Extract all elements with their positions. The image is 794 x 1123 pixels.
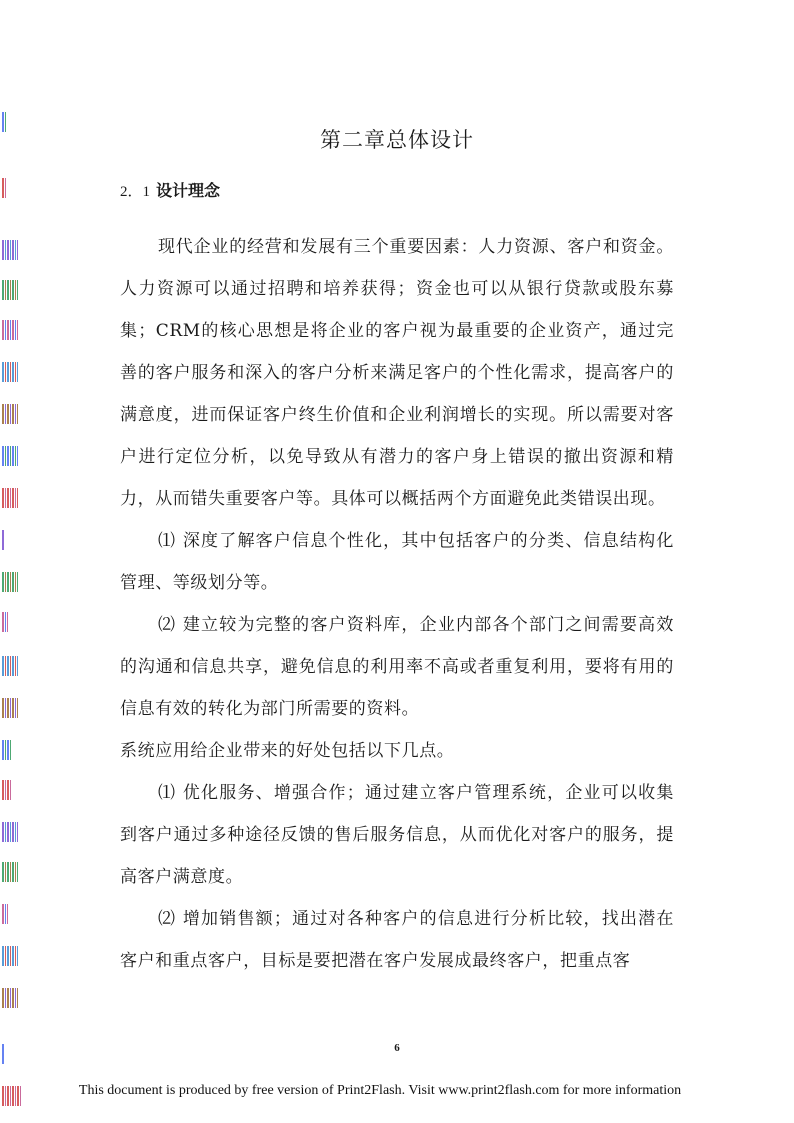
print2flash-notice: This document is produced by free version of Print2Flash. Visit www.print2flash.com for more information xyxy=(78,1083,682,1098)
scan-artifact-mark xyxy=(2,822,18,842)
page-number: 6 xyxy=(394,1042,400,1054)
section-heading xyxy=(120,178,220,201)
scan-artifact-mark xyxy=(2,178,6,198)
scan-artifact-mark xyxy=(2,988,18,1008)
scan-artifact-mark xyxy=(2,946,18,966)
scan-artifact-mark xyxy=(2,404,18,424)
scan-artifact-mark xyxy=(2,320,18,340)
paragraph: 现代企业的经营和发展有三个重要因素：人力资源、客户和资金。人力资源可以通过招聘和培养获得；资金也可以从银行贷款或股东募集；CRM的核心思想是将企业的客户视为最重要的企业资产，通过完善的客户服务和深入的客户分析来满足客户的个性化需求，提高客户的满意度，进而保证客户终生价值和企业利润增长的实现。所以需要对客户进行定位分析，以免导致从有潜力的客户身上错误的撤出资源和精力，从而错失重要客户等。具体可以概括两个方面避免此类错误出现。 xyxy=(120,237,674,509)
scan-artifact-mark xyxy=(2,656,18,676)
chapter-title: 第二章总体设计 xyxy=(320,128,474,153)
scan-artifact-mark xyxy=(2,612,8,632)
margin-scan-artifacts xyxy=(2,0,24,1123)
paragraph: ⑴ 优化服务、增强合作；通过建立客户管理系统，企业可以收集到客户通过多种途径反馈的售后服务信息，从而优化对客户的服务，提高客户满意度。 xyxy=(120,783,674,887)
scan-artifact-mark xyxy=(2,862,18,882)
scan-artifact-mark xyxy=(2,572,18,592)
scan-artifact-mark xyxy=(2,904,8,924)
scan-artifact-mark xyxy=(2,698,18,718)
paragraph: ⑴ 深度了解客户信息个性化，其中包括客户的分类、信息结构化管理、等级划分等。 xyxy=(120,531,674,593)
scan-artifact-mark xyxy=(2,446,18,466)
paragraph: ⑵ 建立较为完整的客户资料库，企业内部各个部门之间需要高效的沟通和信息共享，避免信息的利用率不高或者重复利用，要将有用的信息有效的转化为部门所需要的资料。 xyxy=(120,615,674,719)
scan-artifact-mark xyxy=(2,530,4,550)
section-title: 设计理念 xyxy=(156,181,221,200)
section-number: 2．1 xyxy=(120,184,151,200)
scan-artifact-mark xyxy=(2,488,18,508)
scan-artifact-mark xyxy=(2,780,12,800)
paragraph: 系统应用给企业带来的好处包括以下几点。 xyxy=(120,741,455,761)
scan-artifact-mark xyxy=(2,240,18,260)
paragraph: ⑵ 增加销售额；通过对各种客户的信息进行分析比较，找出潜在客户和重点客户，目标是要把潜在客户发展成最终客户，把重点客 xyxy=(120,909,674,971)
scan-artifact-mark xyxy=(2,280,18,300)
body-text xyxy=(120,226,674,982)
scan-artifact-mark xyxy=(2,362,18,382)
scan-artifact-mark xyxy=(2,740,12,760)
